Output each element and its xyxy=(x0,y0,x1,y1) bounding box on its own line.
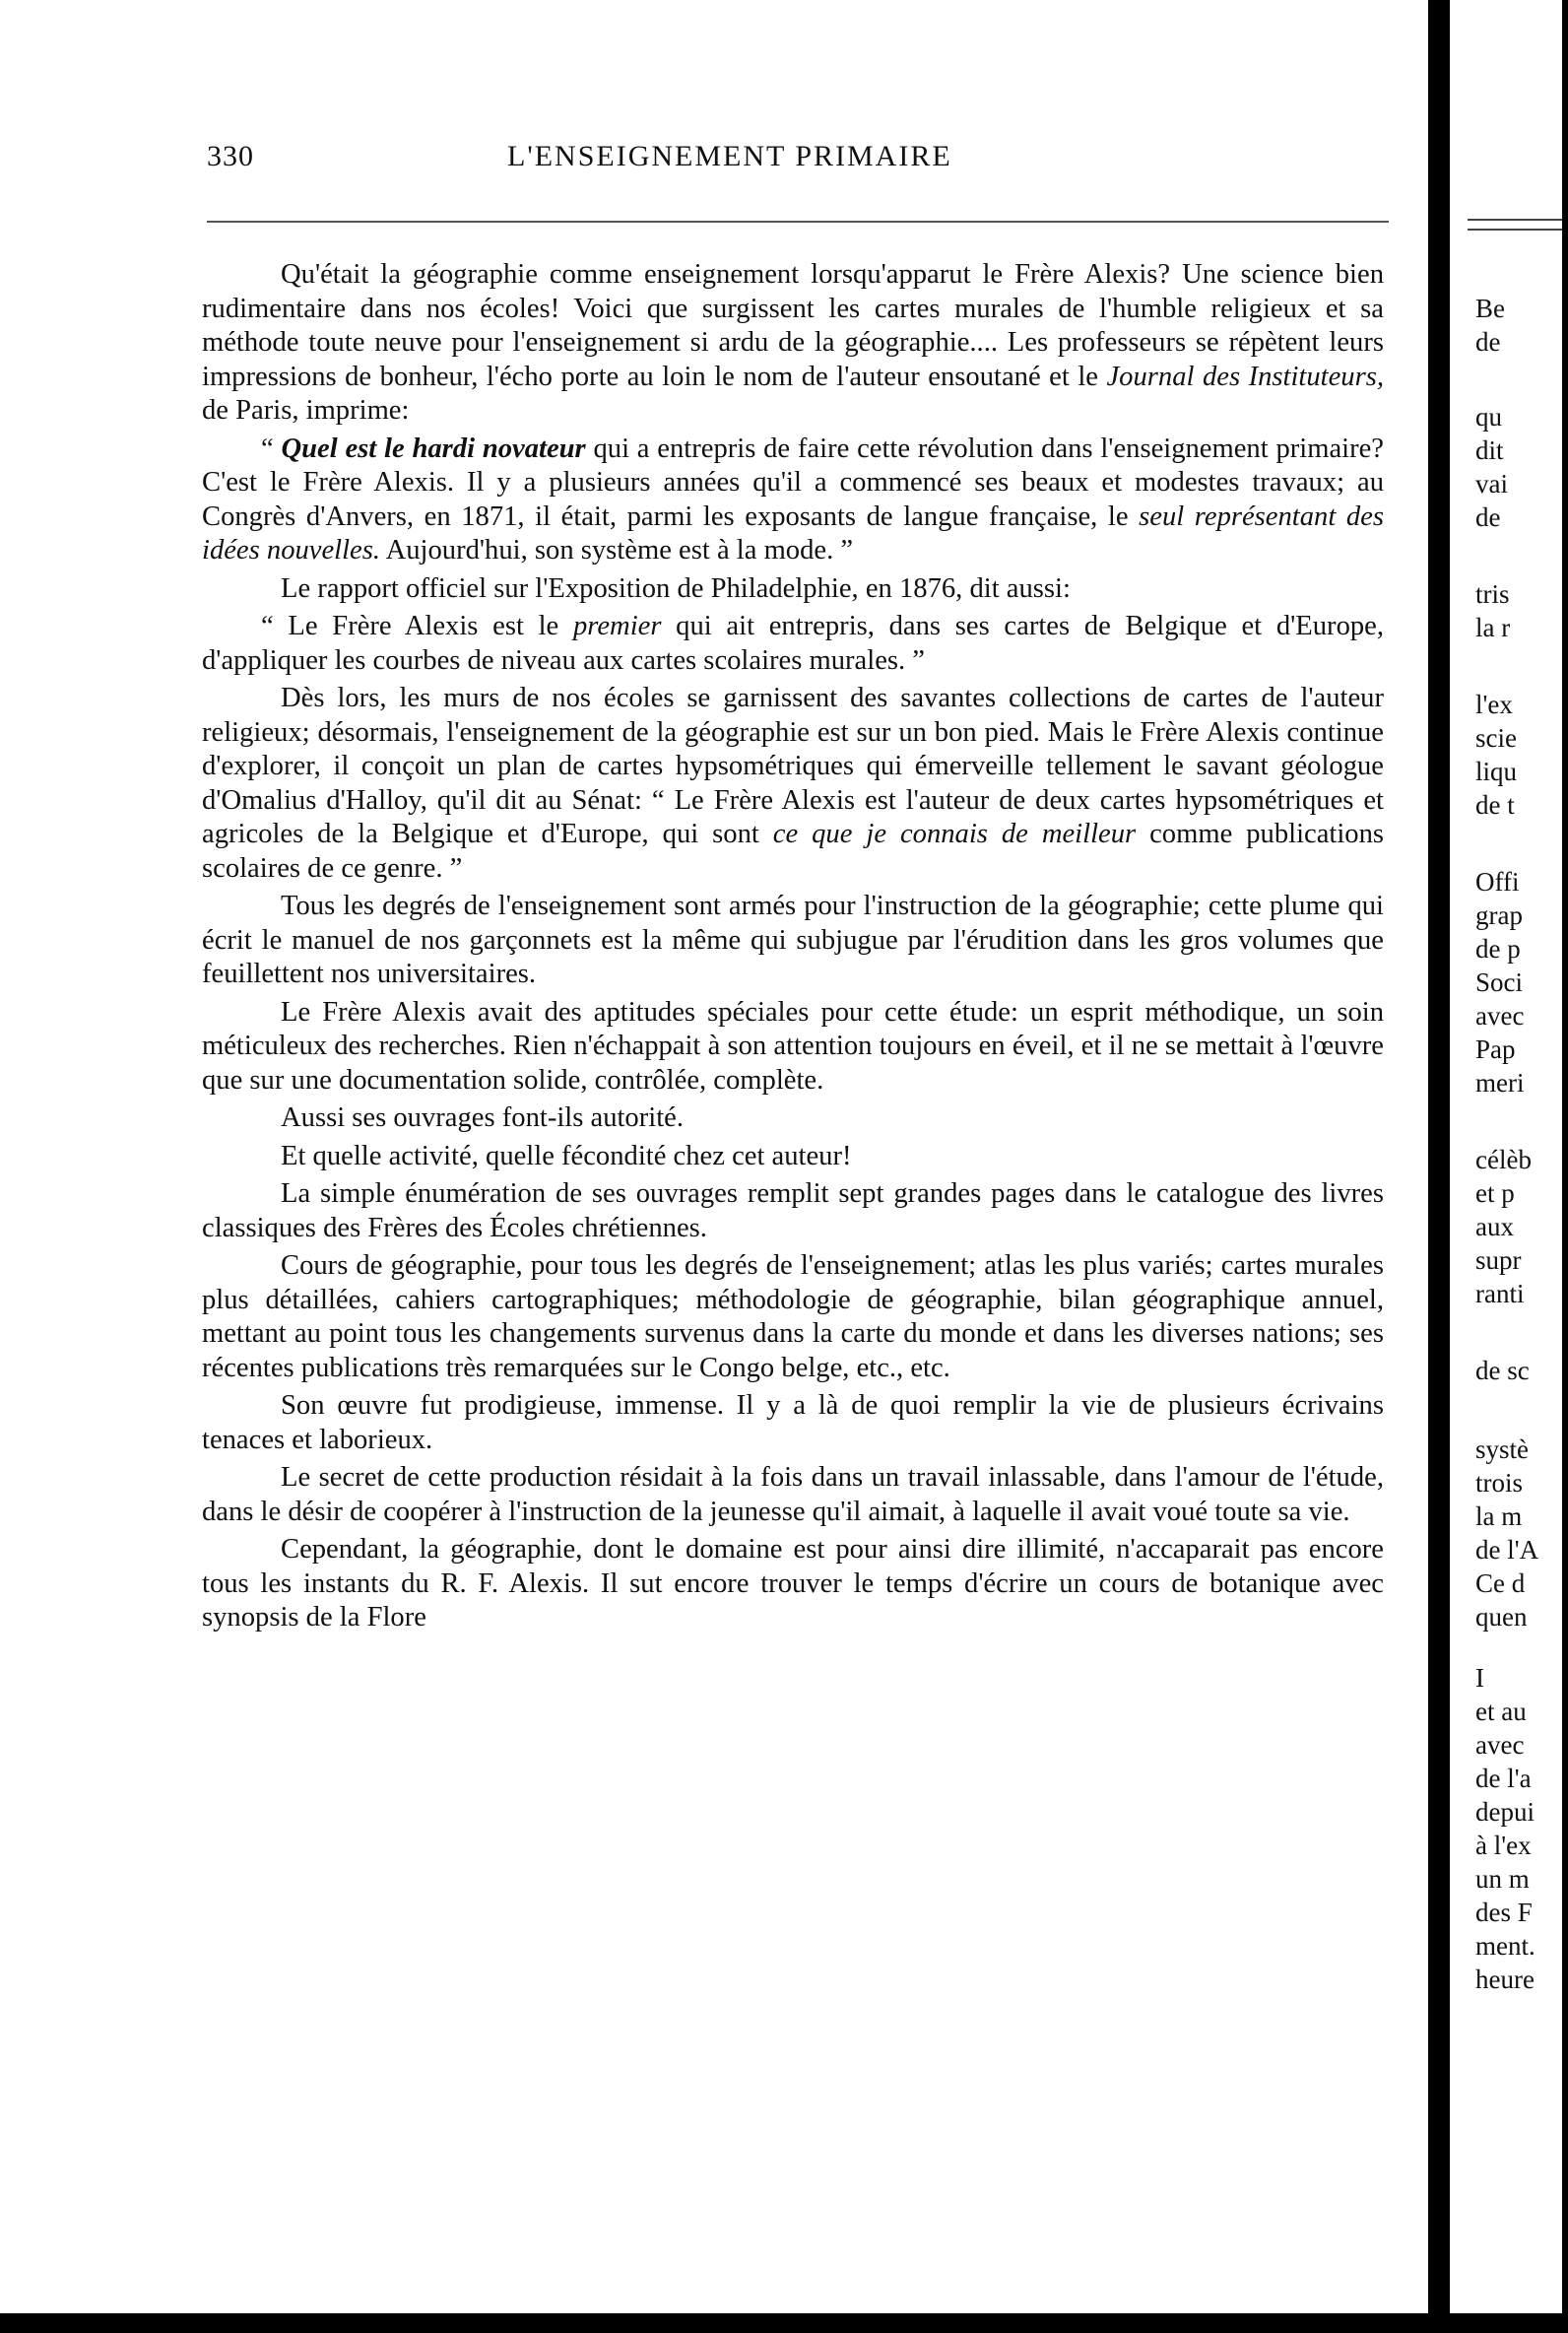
header-rule xyxy=(207,221,1389,223)
paragraph-text: comme publications scolaires de ce genre. ” xyxy=(202,819,1384,884)
right-page-text-fragment: ment. xyxy=(1475,1931,1535,1961)
right-page-text-fragment: qu xyxy=(1475,402,1502,432)
right-page-text-fragment: à l'ex xyxy=(1475,1831,1532,1860)
right-page-text-fragment: aux xyxy=(1475,1212,1514,1241)
right-page-text-fragment: Ce d xyxy=(1475,1568,1526,1598)
right-page-text-fragment: Soci xyxy=(1475,967,1524,997)
right-page-text-fragment: célèb xyxy=(1475,1145,1532,1174)
right-page-text-fragment: ranti xyxy=(1475,1279,1525,1308)
paragraph xyxy=(202,572,1384,607)
right-page-text-fragment: grap xyxy=(1475,900,1523,930)
emphasis-text: ce que je connais de meilleur xyxy=(772,819,1137,849)
right-page-text-fragment: la r xyxy=(1475,613,1511,642)
paragraph-text: Le Frère Alexis avait des aptitudes spéciales pour cette étude: un esprit méthodique, un soin méticuleux des recherches. Rien n'échappait à son attention toujours en éveil, et il ne se mettait à l'œuvre que sur une documentation solide, contrôlée, complète. xyxy=(202,996,1384,1096)
right-page-text-fragment: de l'A xyxy=(1475,1535,1539,1565)
right-page-text-fragment: liqu xyxy=(1475,757,1518,786)
paragraph xyxy=(202,433,1384,568)
right-page-text-fragment: vai xyxy=(1475,469,1508,499)
paragraph xyxy=(202,1389,1384,1457)
right-page-text-fragment: la m xyxy=(1475,1501,1523,1531)
right-page-text-fragment: et p xyxy=(1475,1178,1515,1208)
book-gutter xyxy=(1428,0,1450,2333)
paragraph-text: La simple énumération de ses ouvrages remplit sept grandes pages dans le catalogue des livres classiques des Frères des Écoles chrétiennes. xyxy=(202,1178,1384,1243)
right-page-text-fragment: Be xyxy=(1475,294,1505,323)
paragraph-text: de Paris, imprime: xyxy=(202,395,410,426)
paragraph-text: Aujourd'hui, son système est à la mode. ” xyxy=(380,535,854,566)
paragraph xyxy=(202,610,1384,678)
right-page-text-fragment: de sc xyxy=(1475,1356,1530,1385)
paragraph-text: “ xyxy=(261,433,282,464)
paragraph xyxy=(202,1249,1384,1385)
right-page-text-fragment: scie xyxy=(1475,723,1517,753)
paragraph-text: Et quelle activité, quelle fécondité chez cet auteur! xyxy=(281,1140,852,1171)
right-page-text-fragment: un m xyxy=(1475,1864,1530,1894)
scan-edge xyxy=(1562,0,1568,2333)
right-page-text-fragment: de xyxy=(1475,327,1501,357)
right-page-text-fragment: de p xyxy=(1475,934,1521,964)
right-page-text-fragment: systè xyxy=(1475,1434,1529,1464)
right-page-rule xyxy=(1468,229,1568,231)
page-number: 330 xyxy=(207,140,254,172)
right-page-text-fragment: Offi xyxy=(1475,867,1520,897)
emphasis-text: Journal des Instituteurs, xyxy=(1106,361,1385,392)
right-page-text-fragment: avec xyxy=(1475,1001,1525,1031)
paragraph xyxy=(202,258,1384,429)
page-header xyxy=(207,140,1399,179)
paragraph-text: Qu'était la géographie comme enseignement lorsqu'apparut le Frère Alexis? Une science bien rudimentaire dans nos écoles! Voici que surgissent les cartes murales de l'humble religieux et sa méthode toute neuve pour l'enseignement si ardu de la géographie.... Les professeurs se répètent leurs impressions de bonheur, l'écho porte au loin le nom de l'auteur ensoutané et le xyxy=(202,259,1384,392)
paragraph-text: Cours de géographie, pour tous les degrés de l'enseignement; atlas les plus variés; cartes murales plus détaillées, cahiers cartographiques; méthodologie de géographie, bilan géographique annuel, mettant au point tous les changements survenus dans la carte du monde et dans les diverses nations; ses récentes publications très remarquées sur le Congo belge, etc., etc. xyxy=(202,1250,1384,1383)
right-page-text-fragment: des F xyxy=(1475,1898,1533,1927)
paragraph-text: qui a entrepris de faire cette révolution dans l'enseignement primaire? C'est le Frère Alexis. Il y a plusieurs années qu'il a commencé ses beaux et modestes travaux; au Congrès d'Anvers, en 1871, il était, parmi les exposants de langue française, le xyxy=(202,433,1384,532)
right-page-text-fragment: de l'a xyxy=(1475,1764,1532,1793)
right-page-text-fragment: de xyxy=(1475,502,1501,532)
right-page-text-fragment: tris xyxy=(1475,579,1510,609)
paragraph xyxy=(202,890,1384,992)
right-page-text-fragment: de t xyxy=(1475,790,1515,820)
right-page-text-fragment: avec xyxy=(1475,1730,1525,1760)
right-page-rule xyxy=(1468,219,1568,221)
right-page-text-fragment: heure xyxy=(1475,1965,1535,1994)
paragraph xyxy=(202,1533,1384,1635)
scan-bottom-border xyxy=(0,2313,1568,2333)
right-page-text-fragment: supr xyxy=(1475,1245,1522,1275)
emphasis-text: seul représentant des idées nouvelles. xyxy=(202,500,1384,566)
paragraph-text: Tous les degrés de l'enseignement sont armés pour l'instruction de la géographie; cette plume qui écrit le manuel de nos garçonnets est la même qui subjugue par l'érudition dans les gros volumes que feuillettent nos universitaires. xyxy=(202,891,1384,989)
right-page-text-fragment: meri xyxy=(1475,1068,1525,1098)
emphasis-text: premier xyxy=(572,611,662,641)
running-title: L'ENSEIGNEMENT PRIMAIRE xyxy=(507,140,952,172)
paragraph xyxy=(202,682,1384,886)
paragraph-text: Son œuvre fut prodigieuse, immense. Il y a là de quoi remplir la vie de plusieurs écrivains tenaces et laborieux. xyxy=(202,1390,1384,1455)
paragraph-text: Le rapport officiel sur l'Exposition de Philadelphie, en 1876, dit aussi: xyxy=(281,572,1071,604)
right-page-text-fragment: depui xyxy=(1475,1797,1535,1827)
paragraph xyxy=(202,1101,1384,1136)
right-page-text-fragment: I xyxy=(1475,1663,1484,1693)
paragraph-text: qui ait entrepris, dans ses cartes de Belgique et d'Europe, d'appliquer les courbes de niveau aux cartes scolaires murales. ” xyxy=(202,611,1385,676)
paragraph-text: Aussi ses ouvrages font-ils autorité. xyxy=(281,1102,684,1133)
right-page-text-fragment: quen xyxy=(1475,1602,1528,1632)
right-page-text-fragment: dit xyxy=(1475,435,1504,465)
paragraph-text: Le secret de cette production résidait à la fois dans un travail inlassable, dans l'amour de l'étude, dans le désir de coopérer à l'instruction de la jeunesse qu'il aimait, à laquelle il avait voué toute sa vie. xyxy=(202,1462,1384,1527)
paragraph xyxy=(202,1461,1384,1529)
paragraph-text: “ Le Frère Alexis est le xyxy=(261,611,573,641)
paragraph-text: Cependant, la géographie, dont le domaine est pour ainsi dire illimité, n'accaparait pas encore tous les instants du R. F. Alexis. Il sut encore trouver le temps d'écrire un cours de botanique avec synopsis de la Flore xyxy=(202,1534,1384,1633)
paragraph xyxy=(202,1177,1384,1245)
right-page-text-fragment: et au xyxy=(1475,1697,1527,1726)
paragraph xyxy=(202,996,1384,1099)
right-page-text-fragment: trois xyxy=(1475,1468,1524,1498)
book-page-right-partial xyxy=(1450,0,1568,2333)
right-page-text-fragment: l'ex xyxy=(1475,690,1513,719)
paragraph xyxy=(202,1140,1384,1174)
body-text xyxy=(202,258,1384,1639)
paragraph-text: Dès lors, les murs de nos écoles se garnissent des savantes collections de cartes de l'auteur religieux; désormais, l'enseignement de la géographie est sur un bon pied. Mais le Frère Alexis continue d'explorer, il conçoit un plan de cartes hypsométriques qui émerveille tellement le savant géologue d'Omalius d'Halloy, qu'il dit au Sénat: “ Le Frère Alexis est l'auteur de deux cartes hypsométriques et agricoles de la Belgique et d'Europe, qui sont xyxy=(202,683,1384,849)
right-page-text-fragment: Pap xyxy=(1475,1034,1516,1064)
emphasis-text: Quel est le hardi novateur xyxy=(281,433,586,464)
